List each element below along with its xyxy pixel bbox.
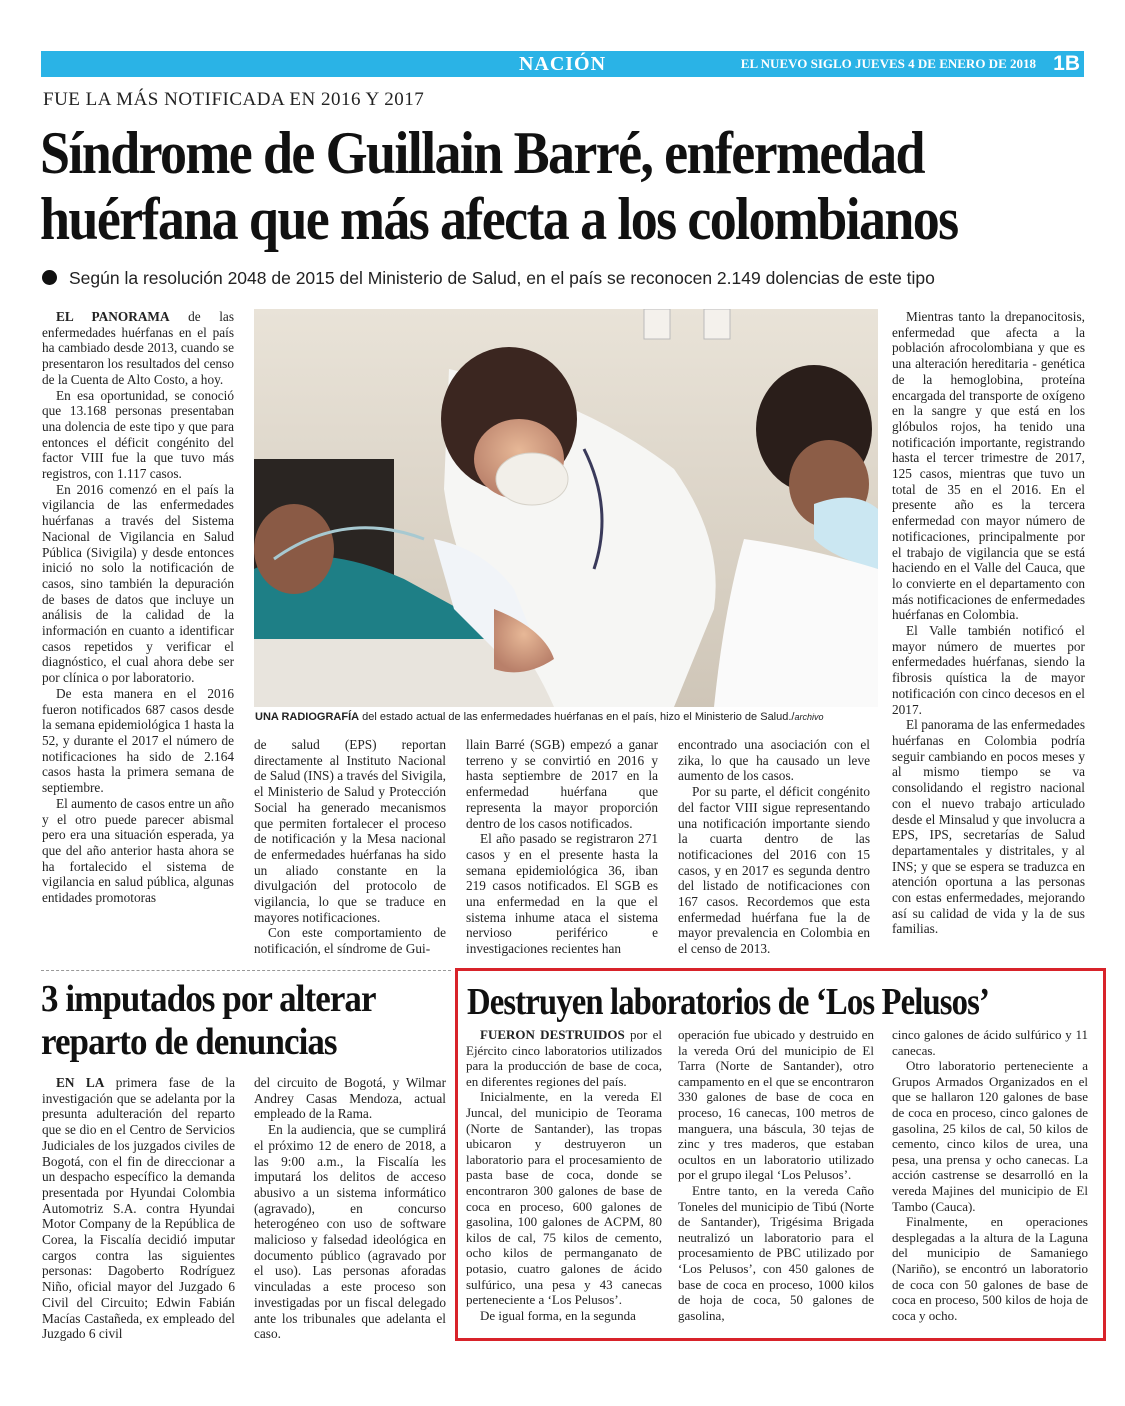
paragraph: De esta manera en el 2016 fueron notificados 687 casos desde la semana epidemiológica 1 hasta la 52, y durante el 2017 el número de notificaciones ha sido de 2.164 casos hasta la primera semana de septiembre. [42, 685, 234, 796]
paragraph [42, 1075, 235, 1342]
main-column-1 [42, 309, 234, 906]
paragraph [466, 1027, 662, 1089]
story2-column-2 [254, 1075, 446, 1342]
section-name: NACIÓN [518, 53, 607, 75]
paragraph: El año pasado se registraron 271 casos y en el presente hasta la semana epidemiológica 36, iban 219 casos notificados. El SGB es una enfermedad en la que el sistema inhume ataca el sistema nervioso periférico e investigaciones recientes han [466, 831, 658, 957]
paragraph: encontrado una asociación con el zika, lo que ha causado un leve aumento de los casos. [678, 737, 870, 784]
main-column-2 [254, 737, 446, 957]
subhead [42, 268, 1087, 289]
lead-in: EN LA [56, 1075, 105, 1090]
paragraph: cinco galones de ácido sulfúrico y 11 canecas. [892, 1027, 1088, 1058]
story3-column-2 [678, 1027, 874, 1323]
page-number: 1B [1053, 52, 1080, 75]
photo-credit: archivo [794, 712, 824, 722]
main-column-4 [678, 737, 870, 957]
kicker: FUE LA MÁS NOTIFICADA EN 2016 Y 2017 [43, 89, 425, 110]
main-column-3 [466, 737, 658, 957]
story2-column-1 [42, 1075, 235, 1342]
lead-in: FUERON DESTRUIDOS [480, 1027, 625, 1042]
headline-line-2: huérfana que más afecta a los colombianos [40, 186, 958, 252]
paragraph: De igual forma, en la segunda [480, 1307, 636, 1323]
paragraph-text: por el Ejército cinco laboratorios utilizados para la producción de base de coca, en diferentes regiones del país. [466, 1027, 662, 1089]
photo-illustration [254, 309, 878, 707]
paragraph: del circuito de Bogotá, y Wilmar Andrey Casas Mendoza, actual empleado de la Rama. [254, 1075, 446, 1122]
paragraph: El aumento de casos entre un año y el otro puede parecer abismal pero era una situación esperada, ya que del año anterior hasta ahora se ha fortalecido el sistema de vigilancia en salud pública, algunas entidades promotoras [42, 795, 234, 906]
paragraph: Por su parte, el déficit congénito del factor VIII sigue representando una notificación importante siendo la cuarta dentro de las notificaciones del 2016 con 15 casos, y en 2017 es segunda dentro del listado de notificaciones con 167 casos. Recordemos que esta enfermedad huérfana fue la de mayor prevalencia en Colombia en el censo de 2013. [678, 784, 870, 957]
paragraph: Finalmente, en operaciones desplegadas a la altura de la Laguna del municipio de Samaniego (Nariño), se encontró un laboratorio de coca con 50 galones de base de coca en proceso, 500 kilos de hoja de coca y ocho. [892, 1214, 1088, 1323]
paragraph: El panorama de las enfermedades huérfanas en Colombia podría seguir cambiando en pocos meses y al mismo tiempo se va consolidando el registro nacional con el nuevo trabajo articulado desde el Minsalud y que involucra a EPS, IPS, secretarías de Salud departamentales y distritales, y al INS; y que se espera se traduzca en atención oportuna a las personas con estas enfermedades, mejorando así su calidad de vida y la de sus familias. [892, 717, 1085, 937]
paragraph-text: de las enfermedades huérfanas en el país ha cambiado desde 2013, cuando se presentaron los resultados del censo de la Cuenta de Alto Costo, a hoy. [42, 309, 234, 387]
section-divider [41, 970, 451, 971]
paragraph: Mientras tanto la drepanocitosis, enfermedad que afecta a la población afrocolombiana y que es una alteración hereditaria - genética de la hemoglobina, proteína encargada del transporte de oxígeno en la sangre y que está en los glóbulos rojos, ha tenido una notificación importante, registrando hasta el tercer trimestre de 2017, 125 casos, mientras que tuvo un total de 35 en el 2016. En el presente año es la tercera enfermedad con mayor número de notificaciones, principalmente por el trabajo de vigilancia que se está haciendo en el Valle del Cauca, que lo convierte en el departamento con más notificaciones de enfermedades huérfanas en Colombia. [892, 309, 1085, 623]
story3-column-3 [892, 1027, 1088, 1323]
paragraph: En 2016 comenzó en el país la vigilancia de las enfermedades huérfanas a través del Sistema Nacional de Vigilancia en Salud Pública (Sivigila) y desde entonces inició no solo la notificación de casos, sino también la depuración de bases de datos que incluye un análisis de la calidad de la información en cuanto a identificar casos repetidos y verificar el diagnóstico, el cual ahora debe ser por clínica o por laboratorio. [42, 481, 234, 686]
section-header-band [41, 51, 1084, 77]
paragraph: Entre tanto, en la vereda Caño Toneles del municipio de Tibú (Norte de Santander), Trigésima Brigada neutralizó un laboratorio para el procesamiento de PBC utilizado por ‘Los Pelusos’, con 450 galones de base de coca en proceso, 1000 kilos de hoja de coca, 50 galones de gasolina, [678, 1182, 874, 1323]
caption-text: del estado actual de las enfermedades huérfanas en el país, hizo el Ministerio de Salud./ [359, 711, 795, 723]
story3-column-1 [466, 1027, 662, 1323]
dateline: EL NUEVO SIGLO JUEVES 4 DE ENERO DE 2018 [740, 56, 1036, 71]
paragraph-text: primera fase de la investigación que se adelanta por la presunta adulteración del reparto que se dio en el Centro de Servicios Judiciales de los juzgados civiles de Bogotá, con el fin de direccionar a un despacho específico la demanda presentada por Hyundai Colombia Automotriz S.A. contra Hyundai Motor Company de la República de Corea, la Fiscalía decidió imputar cargos contra las siguientes personas: Dagoberto Rodríguez Niño, oficial mayor del Juzgado 6 Civil del Circuito; Edwin Fabián Macías Castañeda, ex empleado del Juzgado 6 civil [42, 1075, 235, 1342]
paragraph: En esa oportunidad, se conoció que 13.168 personas presentaban una dolencia de este tipo y que para entonces el déficit congénito del factor VIII fue la que tuvo más registros, con 1.117 casos. [42, 387, 234, 482]
news-photo [254, 309, 878, 707]
paragraph: En la audiencia, que se cumplirá el próximo 12 de enero de 2018, a las 9:00 a.m., la Fiscalía les imputará los delitos de acceso abusivo a un sistema informático (agravado), en concurso heterogéneo con uso de software malicioso y falsedad ideológica en documento público (agravado por el uso). Las personas aforadas vinculadas a este proceso son investigadas por un fiscal delegado ante los tribunales que adelanta el caso. [254, 1122, 446, 1342]
paragraph: El Valle también notificó el mayor número de muertes por enfermedades huérfanas, siendo la fibrosis quística la de mayor notificación con cinco decesos en el 2017. [892, 623, 1085, 717]
paragraph: llain Barré (SGB) empezó a ganar terreno y se convirtió en 2016 y hasta septiembre de 2017 en la enfermedad huérfana que representa la mayor proporción dentro de los casos notificados. [466, 737, 658, 831]
story3-headline: Destruyen laboratorios de ‘Los Pelusos’ [467, 981, 989, 1023]
story2-headline-line-1: 3 imputados por alterar [41, 978, 376, 1020]
photo-caption [255, 711, 880, 723]
story2-headline-line-2: reparto de denuncias [41, 1021, 337, 1063]
paragraph: Con este comportamiento de notificación, el síndrome de Gui- [254, 925, 446, 957]
subhead-text: Según la resolución 2048 de 2015 del Ministerio de Salud, en el país se reconocen 2.149 dolencias de este tipo [69, 268, 935, 288]
paragraph: de salud (EPS) reportan directamente al Instituto Nacional de Salud (INS) a través del Sivigila, el Ministerio de Salud y Protección Social ha generado mecanismos que permiten fortalecer el proceso de notificación y la Mesa nacional de enfermedades huérfanas ha sido un aliado constante en la divulgación del protocolo de vigilancia, lo que se traduce en mayores notificaciones. [254, 737, 446, 925]
story2-headline [41, 978, 446, 1064]
main-column-5 [892, 309, 1085, 937]
bullet-icon [42, 270, 57, 285]
caption-lead: UNA RADIOGRAFÍA [255, 711, 360, 723]
headline [40, 120, 994, 252]
paragraph: operación fue ubicado y destruido en la vereda Orú del municipio de El Tarra (Norte de Santander), otro campamento en el que se encontraron 330 galones de base de coca en proceso, 16 canecas, 100 metros de manguera, una báscula, 30 tejas de zinc y tres maderos, que estaban ocultos en un laboratorio utilizado por el grupo ilegal ‘Los Pelusos’. [678, 1027, 874, 1183]
paragraph [42, 309, 234, 388]
paragraph: Otro laboratorio perteneciente a Grupos Armados Organizados en el que se hallaron 120 galones de base de coca en proceso, cinco galones de gasolina, 25 kilos de cal, 50 kilos de cemento, cinco kilos de urea, una pesa, una prensa y ocho canecas. La acción castrense se desarrolló en la vereda Majines del municipio de El Tambo (Cauca). [892, 1058, 1088, 1214]
lead-in: EL PANORAMA [56, 309, 170, 324]
headline-line-1: Síndrome de Guillain Barré, enfermedad [40, 120, 924, 186]
paragraph: Inicialmente, en la vereda El Juncal, del municipio de Teorama (Norte de Santander), las tropas ubicaron y destruyeron un laboratorio para el procesamiento de pasta base de coca, donde se encontraron 300 galones de base de coca en proceso, 600 galones de gasolina, 100 galones de ACPM, 80 kilos de cal, 75 kilos de cemento, ocho kilos de permanganato de potasio, cuatro galones de ácido sulfúrico, una pesa y 43 canecas perteneciente a ‘Los Pelusos’. [466, 1089, 662, 1308]
